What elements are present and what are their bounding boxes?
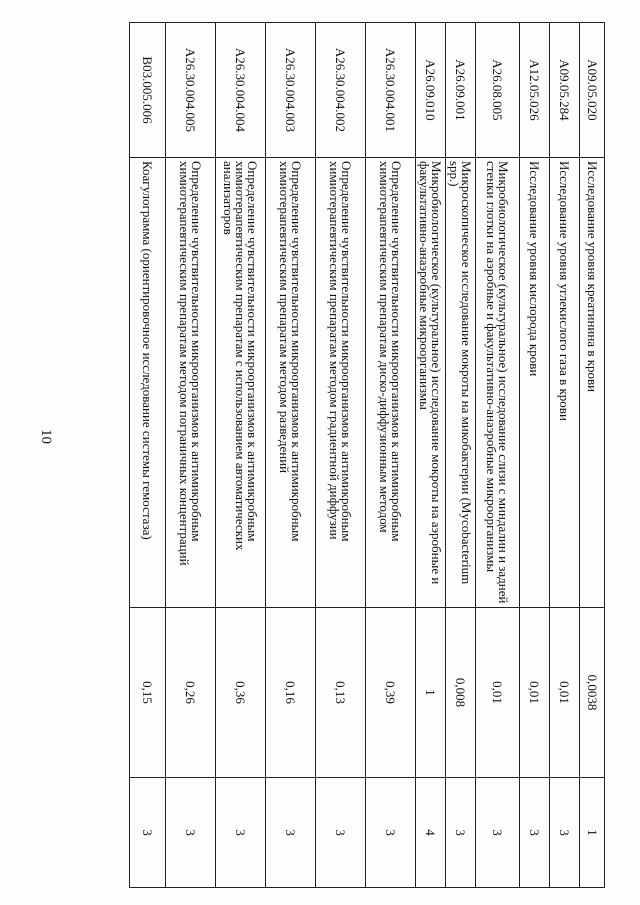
multiplicity-value: 3: [446, 778, 476, 888]
table-row: [446, 23, 476, 888]
frequency-value: 0,39: [366, 608, 416, 778]
frequency-value: 0,0038: [580, 608, 605, 778]
table-row: [416, 23, 446, 888]
multiplicity-value: 3: [130, 778, 166, 888]
service-name: Микробиологическое (культуральное) исследование мокроты на аэробные и факультативно-анаэробные микроорганизмы: [416, 158, 446, 608]
table-row: [476, 23, 520, 888]
frequency-value: 0,16: [266, 608, 316, 778]
service-code: A26.30.004.001: [366, 23, 416, 158]
frequency-value: 0,15: [130, 608, 166, 778]
service-name: Исследование уровня креатинина в крови: [580, 158, 605, 608]
table-row: [550, 23, 580, 888]
service-code: A26.30.004.003: [266, 23, 316, 158]
table-row: [216, 23, 266, 888]
frequency-value: 0,008: [446, 608, 476, 778]
table-row: [316, 23, 366, 888]
multiplicity-value: 1: [580, 778, 605, 888]
multiplicity-value: 3: [550, 778, 580, 888]
service-code: A26.08.005: [476, 23, 520, 158]
service-code: A26.09.001: [446, 23, 476, 158]
frequency-value: 1: [416, 608, 446, 778]
multiplicity-value: 4: [416, 778, 446, 888]
multiplicity-value: 3: [266, 778, 316, 888]
multiplicity-value: 3: [316, 778, 366, 888]
service-code: A26.30.004.004: [216, 23, 266, 158]
table-row: [130, 23, 166, 888]
service-code: A26.09.010: [416, 23, 446, 158]
page-number: 10: [38, 429, 54, 444]
service-code: A09.05.020: [580, 23, 605, 158]
service-name: Коагулограмма (ориентировочное исследование системы гемостаза): [130, 158, 166, 608]
frequency-value: 0,01: [520, 608, 550, 778]
frequency-value: 0,13: [316, 608, 366, 778]
table-row: [520, 23, 550, 888]
service-name: Определение чувствительности микроорганизмов к антимикробным химиотерапевтическим препаратам диско-диффузионным методом: [366, 158, 416, 608]
service-name: Определение чувствительности микроорганизмов к антимикробным химиотерапевтическим препаратам методом градиентной диффузии: [316, 158, 366, 608]
rotated-table-container: [75, 22, 605, 887]
table-row: [266, 23, 316, 888]
multiplicity-value: 3: [366, 778, 416, 888]
service-code: A09.05.284: [550, 23, 580, 158]
services-table: [129, 22, 605, 888]
table-row: [366, 23, 416, 888]
table-row: [166, 23, 216, 888]
service-name: Исследование уровня кислорода крови: [520, 158, 550, 608]
service-name: Исследование уровня углекислого газа в крови: [550, 158, 580, 608]
service-name: Микробиологическое (культуральное) исследование слизи с миндалин и задней стенки глотки на аэробные и факультативно-анаэробные микроорганизмы: [476, 158, 520, 608]
service-name: Определение чувствительности микроорганизмов к антимикробным химиотерапевтическим препаратам методом разведений: [266, 158, 316, 608]
service-code: A26.30.004.005: [166, 23, 216, 158]
service-name: Микроскопическое исследование мокроты на микобактерии (Mycobacterium spp.): [446, 158, 476, 608]
service-code: B03.005.006: [130, 23, 166, 158]
multiplicity-value: 3: [166, 778, 216, 888]
service-name: Определение чувствительности микроорганизмов к антимикробным химиотерапевтическим препаратам с использованием автоматических анализаторов: [216, 158, 266, 608]
frequency-value: 0,01: [550, 608, 580, 778]
table-row: [580, 23, 605, 888]
frequency-value: 0,01: [476, 608, 520, 778]
multiplicity-value: 3: [520, 778, 550, 888]
frequency-value: 0,36: [216, 608, 266, 778]
service-code: A26.30.004.002: [316, 23, 366, 158]
service-name: Определение чувствительности микроорганизмов к антимикробным химиотерапевтическим препаратам методом пограничных концентраций: [166, 158, 216, 608]
multiplicity-value: 3: [216, 778, 266, 888]
frequency-value: 0,26: [166, 608, 216, 778]
service-code: A12.05.026: [520, 23, 550, 158]
multiplicity-value: 3: [476, 778, 520, 888]
